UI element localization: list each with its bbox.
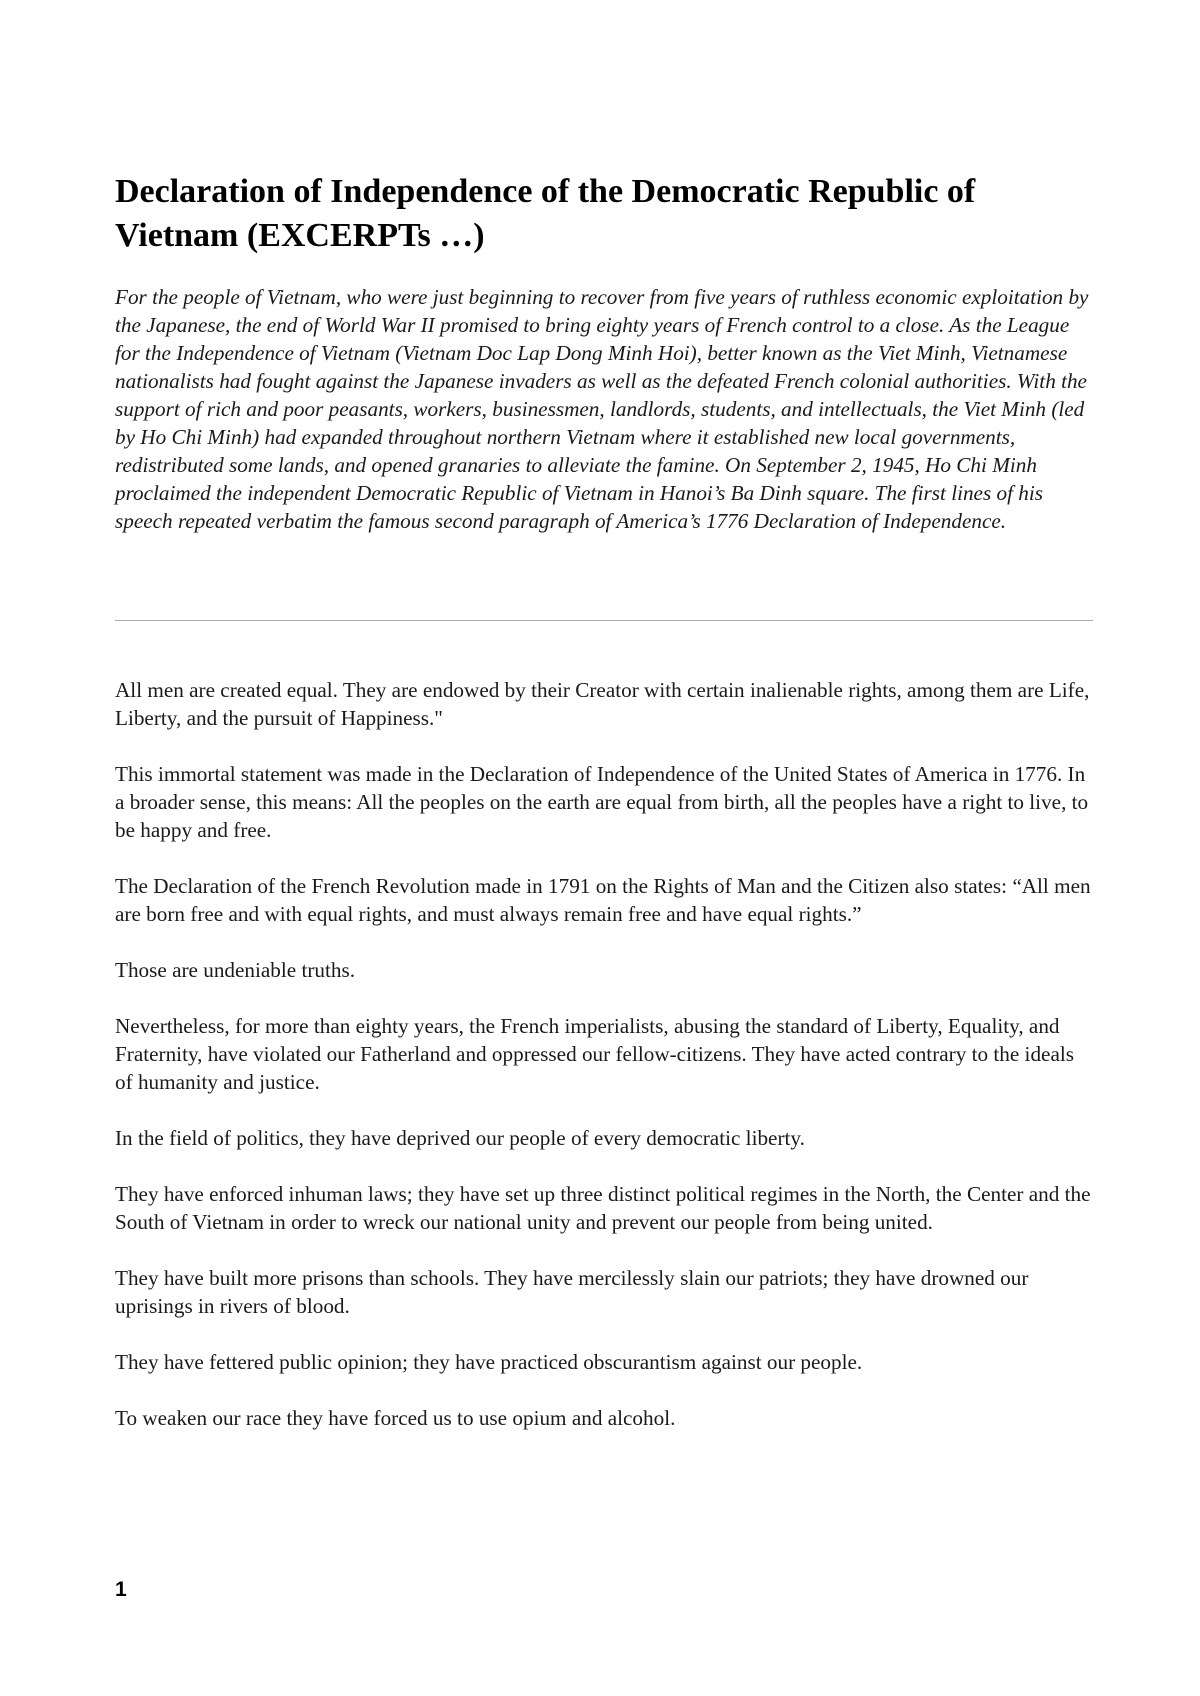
body-paragraph: Nevertheless, for more than eighty years, the French imperialists, abusing the standard of Liberty, Equality, and Fraternity, have violated our Fatherland and oppressed our fellow-citizens. They have acted contrary to the ideals of humanity and justice. — [115, 1014, 1074, 1094]
body-paragraph: This immortal statement was made in the Declaration of Independence of the United States of America in 1776. In a broader sense, this means: All the peoples on the earth are equal from birth, all the peoples have a right to live, to be happy and free. — [115, 762, 1089, 842]
page-number: 1 — [115, 1578, 127, 1601]
body-paragraph: They have enforced inhuman laws; they have set up three distinct political regimes in the North, the Center and the South of Vietnam in order to wreck our national unity and prevent our people from being united. — [115, 1182, 1091, 1234]
body-paragraph: Those are undeniable truths. — [115, 958, 356, 982]
intro-paragraph: For the people of Vietnam, who were just beginning to recover from five years of ruthless economic exploitation by the Japanese, the end of World War II promised to bring eighty years of French control to a close. As the League for the Independence of Vietnam (Vietnam Doc Lap Dong Minh Hoi), better known as the Viet Minh, Vietnamese nationalists had fought against the Japanese invaders as well as the defeated French colonial authorities. With the support of rich and poor peasants, workers, businessmen, landlords, students, and intellectuals, the Viet Minh (led by Ho Chi Minh) had expanded throughout northern Vietnam where it established new local governments, redistributed some lands, and opened granaries to alleviate the famine. On September 2, 1945, Ho Chi Minh proclaimed the independent Democratic Republic of Vietnam in Hanoi’s Ba Dinh square. The first lines of his speech repeated verbatim the famous second paragraph of America’s 1776 Declaration of Independence. — [115, 285, 1089, 533]
document-body — [115, 676, 1095, 1460]
body-paragraph: The Declaration of the French Revolution made in 1791 on the Rights of Man and the Citizen also states: “All men are born free and with equal rights, and must always remain free and have equal rights.” — [115, 874, 1091, 926]
body-paragraph: They have built more prisons than schools. They have mercilessly slain our patriots; they have drowned our uprisings in rivers of blood. — [115, 1266, 1029, 1318]
body-paragraph: All men are created equal. They are endowed by their Creator with certain inalienable rights, among them are Life, Liberty, and the pursuit of Happiness." — [115, 678, 1090, 730]
horizontal-rule — [115, 620, 1093, 621]
document-title: Declaration of Independence of the Democratic Republic of Vietnam (EXCERPTs …) — [115, 173, 976, 254]
body-paragraph: In the field of politics, they have deprived our people of every democratic liberty. — [115, 1126, 805, 1150]
body-paragraph: They have fettered public opinion; they have practiced obscurantism against our people. — [115, 1350, 863, 1374]
body-paragraph: To weaken our race they have forced us to use opium and alcohol. — [115, 1406, 676, 1430]
